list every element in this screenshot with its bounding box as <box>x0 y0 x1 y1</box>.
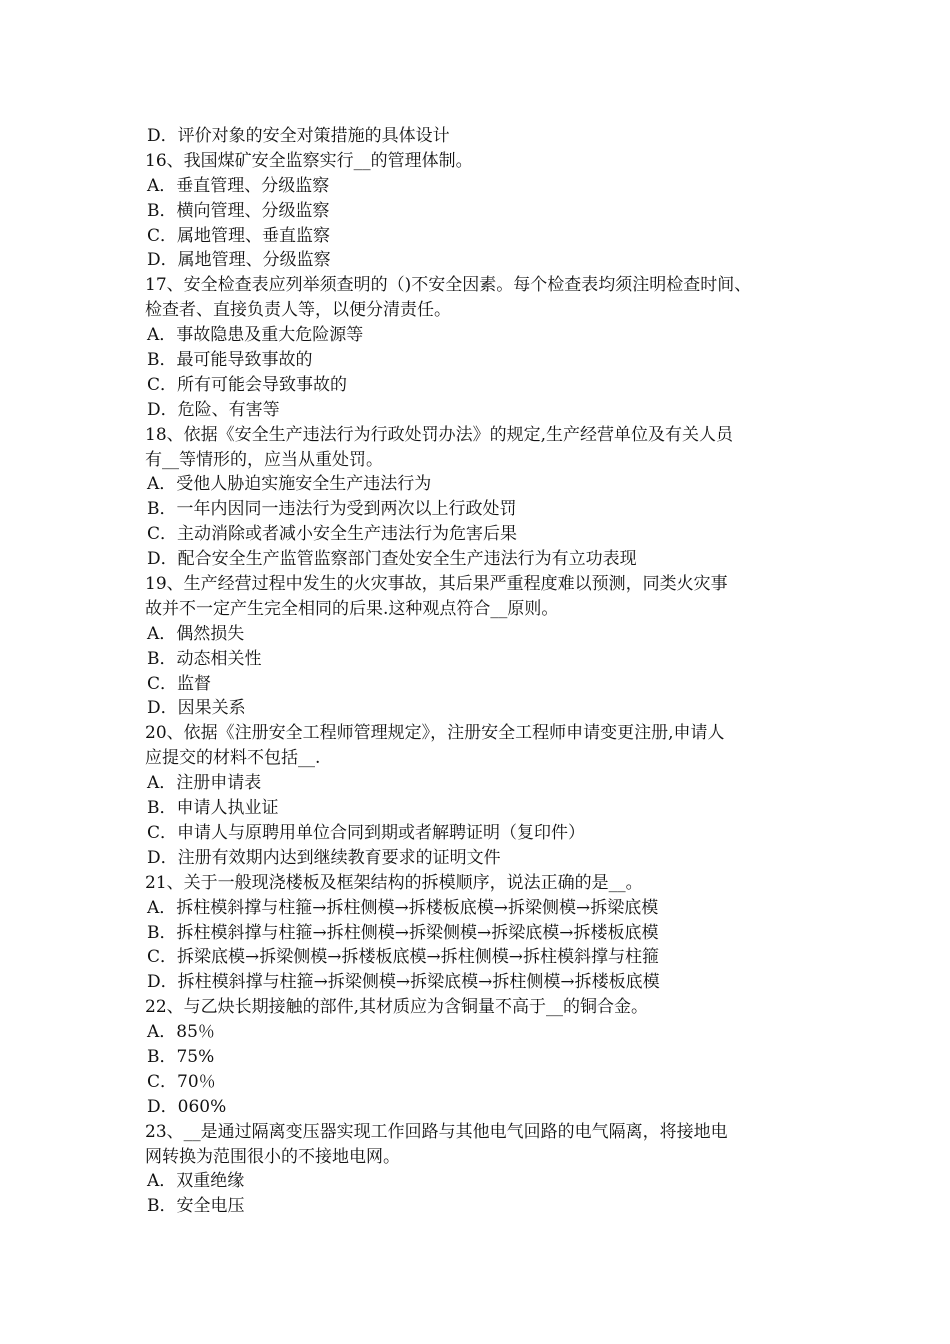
question-text-line: 22、与乙炔长期接触的部件,其材质应为含铜量不高于__的铜合金。 <box>145 997 649 1018</box>
question-text-line: 21、关于一般现浇楼板及框架结构的拆模顺序，说法正确的是__。 <box>145 872 643 893</box>
answer-option-line: C．主动消除或者减小安全生产违法行为危害后果 <box>147 524 518 545</box>
answer-option-line: B．横向管理、分级监察 <box>147 200 330 221</box>
answer-option-line: B．拆柱模斜撑与柱箍→拆柱侧模→拆梁侧模→拆梁底模→拆楼板底模 <box>147 922 659 943</box>
question-text-line: 19、生产经营过程中发生的火灾事故，其后果严重程度难以预测，同类火灾事 <box>145 574 728 595</box>
answer-option-line: C．70％ <box>147 1071 216 1092</box>
answer-option-line: A．偶然损失 <box>147 623 245 644</box>
answer-option-line: A．拆柱模斜撑与柱箍→拆柱侧模→拆楼板底模→拆梁侧模→拆梁底模 <box>147 897 659 918</box>
question-text-line: 故并不一定产生完全相同的后果.这种观点符合__原则。 <box>145 598 559 619</box>
document-body <box>145 124 825 1219</box>
answer-option-line: B．动态相关性 <box>147 648 262 669</box>
answer-option-line: D．拆柱模斜撑与柱箍→拆梁侧模→拆梁底模→拆柱侧模→拆楼板底模 <box>147 972 660 993</box>
answer-option-line: C．拆梁底模→拆梁侧模→拆楼板底模→拆柱侧模→拆柱模斜撑与柱箍 <box>147 947 659 968</box>
answer-option-line: B．最可能导致事故的 <box>147 350 313 371</box>
answer-option-line: A．受他人胁迫实施安全生产违法行为 <box>147 474 432 495</box>
answer-option-line: C．属地管理、垂直监察 <box>147 225 331 246</box>
answer-option-line: C．所有可能会导致事故的 <box>147 374 348 395</box>
answer-option-line: A．注册申请表 <box>147 773 262 794</box>
answer-option-line: D．评价对象的安全对策措施的具体设计 <box>147 126 450 146</box>
answer-option-line: A．85％ <box>147 1022 215 1043</box>
answer-option-line: B．75% <box>147 1046 215 1067</box>
question-text-line: 有__等情形的，应当从重处罚。 <box>145 449 383 470</box>
answer-option-line: C．监督 <box>147 673 212 694</box>
question-text-line: 20、依据《注册安全工程师管理规定》，注册安全工程师申请变更注册,申请人 <box>145 723 725 744</box>
question-text-line: 23、__是通过隔离变压器实现工作回路与其他电气回路的电气隔离，将接地电 <box>145 1121 728 1142</box>
answer-option-line: B．申请人执业证 <box>147 798 279 819</box>
answer-option-line: C．申请人与原聘用单位合同到期或者解聘证明（复印件） <box>147 822 586 843</box>
answer-option-line: D．属地管理、分级监察 <box>147 250 331 271</box>
question-text-line: 网转换为范围很小的不接地电网。 <box>145 1146 400 1167</box>
answer-option-line: B．一年内因同一违法行为受到两次以上行政处罚 <box>147 499 517 520</box>
answer-option-line: D．因果关系 <box>147 698 246 719</box>
answer-option-line: D．危险、有害等 <box>147 399 280 420</box>
answer-option-line: A．事故隐患及重大危险源等 <box>147 325 364 346</box>
question-text-line: 17、安全检查表应列举须查明的（)不安全因素。每个检查表均须注明检查时间、 <box>145 275 752 296</box>
question-text-line: 18、依据《安全生产违法行为行政处罚办法》的规定,生产经营单位及有关人员 <box>145 424 734 445</box>
answer-option-line: D．060% <box>147 1096 227 1117</box>
answer-option-line: A．双重绝缘 <box>147 1171 245 1192</box>
answer-option-line: D．注册有效期内达到继续教育要求的证明文件 <box>147 847 501 868</box>
question-text-line: 检查者、直接负责人等，以便分清责任。 <box>145 300 451 321</box>
answer-option-line: D．配合安全生产监管监察部门查处安全生产违法行为有立功表现 <box>147 549 637 570</box>
question-text-line: 应提交的材料不包括__. <box>145 748 321 769</box>
answer-option-line: B．安全电压 <box>147 1196 245 1217</box>
question-text-line: 16、我国煤矿安全监察实行__的管理体制。 <box>145 150 473 171</box>
answer-option-line: A．垂直管理、分级监察 <box>147 175 330 196</box>
